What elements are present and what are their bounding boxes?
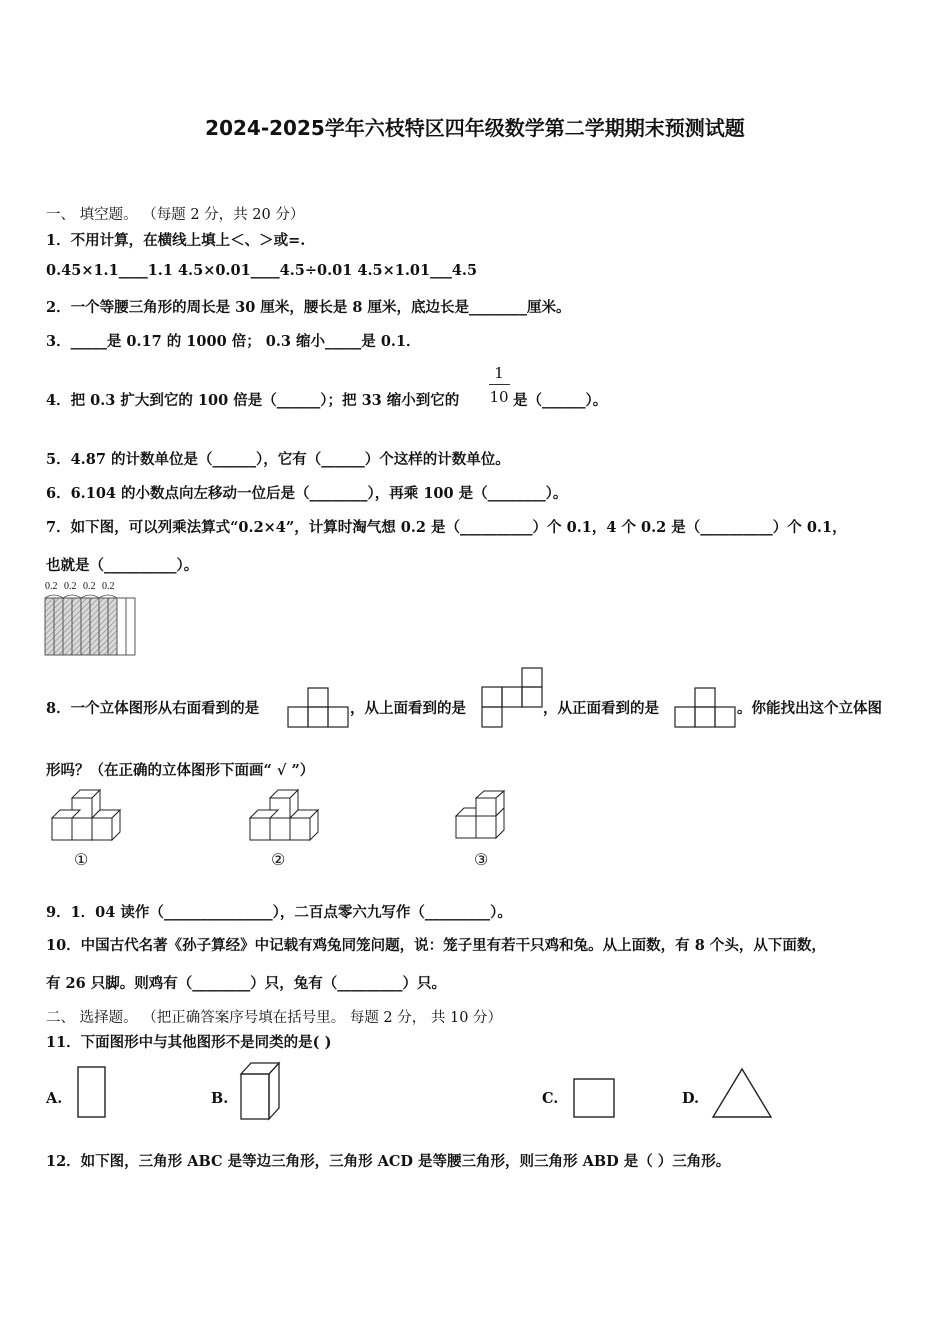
question-10-line-2: 有 26 只脚。则鸡有（________）只，兔有（_________）只。	[46, 975, 447, 992]
fraction-bar	[489, 384, 510, 385]
question-3: 3．_____是 0.17 的 1000 倍； 0.3 缩小_____是 0.1．	[46, 333, 421, 350]
question-1-text: 1．不用计算，在横线上填上＜、＞或=.	[46, 232, 306, 249]
question-8-line-2: 形吗？（在正确的立体图形下面画“ √ ”）	[46, 762, 315, 779]
question-10-line-1: 10．中国古代名著《孙子算经》中记载有鸡兔同笼问题，说：笼子里有若干只鸡和兔。从上面数，有 8 个头，从下面数，	[46, 937, 826, 954]
question-5: 5．4.87 的计数单位是（______），它有（______）个这样的计数单位。	[46, 451, 510, 468]
solid-figure-2	[240, 788, 328, 844]
option-label-3: ③	[474, 850, 489, 869]
question-8-text-c: ，从正面看到的是	[543, 700, 659, 717]
question-2: 2．一个等腰三角形的周长是 30 厘米，腰长是 8 厘米，底边长是________厘米。	[46, 299, 571, 316]
front-view-grid	[675, 687, 737, 729]
question-1-items: 0.45×1.1____1.1 4.5×0.01____4.5÷0.01 4.5×1.01___4.5	[46, 262, 478, 279]
solid-figure-1	[44, 788, 124, 844]
question-7-line-2: 也就是（__________）。	[46, 557, 199, 574]
option-label-2: ②	[271, 850, 286, 869]
top-view-grid	[481, 667, 545, 729]
page-title: 2024-2025学年六枝特区四年级数学第二学期期末预测试题	[205, 116, 745, 140]
fraction-numerator: 1	[494, 364, 504, 382]
option-b-cuboid	[238, 1060, 282, 1122]
option-label-1: ①	[74, 850, 89, 869]
section-heading-choice: 二、 选择题。 （把正确答案序号填在括号里。 每题 2 分， 共 10 分）	[46, 1010, 503, 1026]
strip-label-3: 0.2	[83, 581, 96, 592]
option-a-label: A.	[46, 1090, 63, 1107]
strip-label-1: 0.2	[45, 581, 58, 592]
question-8-text-d: 。你能找出这个立体图	[737, 700, 882, 717]
option-d-label: D.	[682, 1090, 700, 1107]
question-4-text-a: 4．把 0.3 扩大到它的 100 倍是（______）；把 33 缩小到它的	[46, 392, 460, 409]
solid-figure-3	[454, 790, 516, 842]
section-heading-fill-blank: 一、 填空题。 （每题 2 分，共 20 分）	[46, 207, 305, 223]
strip-label-2: 0.2	[64, 581, 77, 592]
question-11-text: 11．下面图形中与其他图形不是同类的是( )	[46, 1034, 332, 1051]
decimal-strip-figure	[44, 590, 138, 658]
question-12: 12．如下图，三角形 ABC 是等边三角形，三角形 ACD 是等腰三角形，则三角形 ABD 是（ ）三角形。	[46, 1153, 731, 1170]
option-a-rectangle	[76, 1065, 108, 1119]
question-6: 6．6.104 的小数点向左移动一位后是（________），再乘 100 是（________）。	[46, 485, 568, 502]
right-view-grid	[288, 687, 350, 729]
option-b-label: B.	[211, 1090, 229, 1107]
question-7-line-1: 7．如下图，可以列乘法算式“0.2×4”，计算时淘气想 0.2 是（__________）个 0.1，4 个 0.2 是（__________）个 0.1，	[46, 519, 847, 536]
question-4-text-b: 是（______）。	[513, 392, 608, 409]
fraction-denominator: 10	[489, 388, 509, 406]
option-d-triangle	[711, 1067, 773, 1119]
question-8-text-b: ，从上面看到的是	[350, 700, 466, 717]
question-8-text-a: 8．一个立体图形从右面看到的是	[46, 700, 260, 717]
option-c-square	[572, 1077, 616, 1119]
option-c-label: C.	[542, 1090, 559, 1107]
strip-label-4: 0.2	[102, 581, 115, 592]
question-9: 9．1．04 读作（_______________），二百点零六九写作（_________）。	[46, 904, 512, 921]
